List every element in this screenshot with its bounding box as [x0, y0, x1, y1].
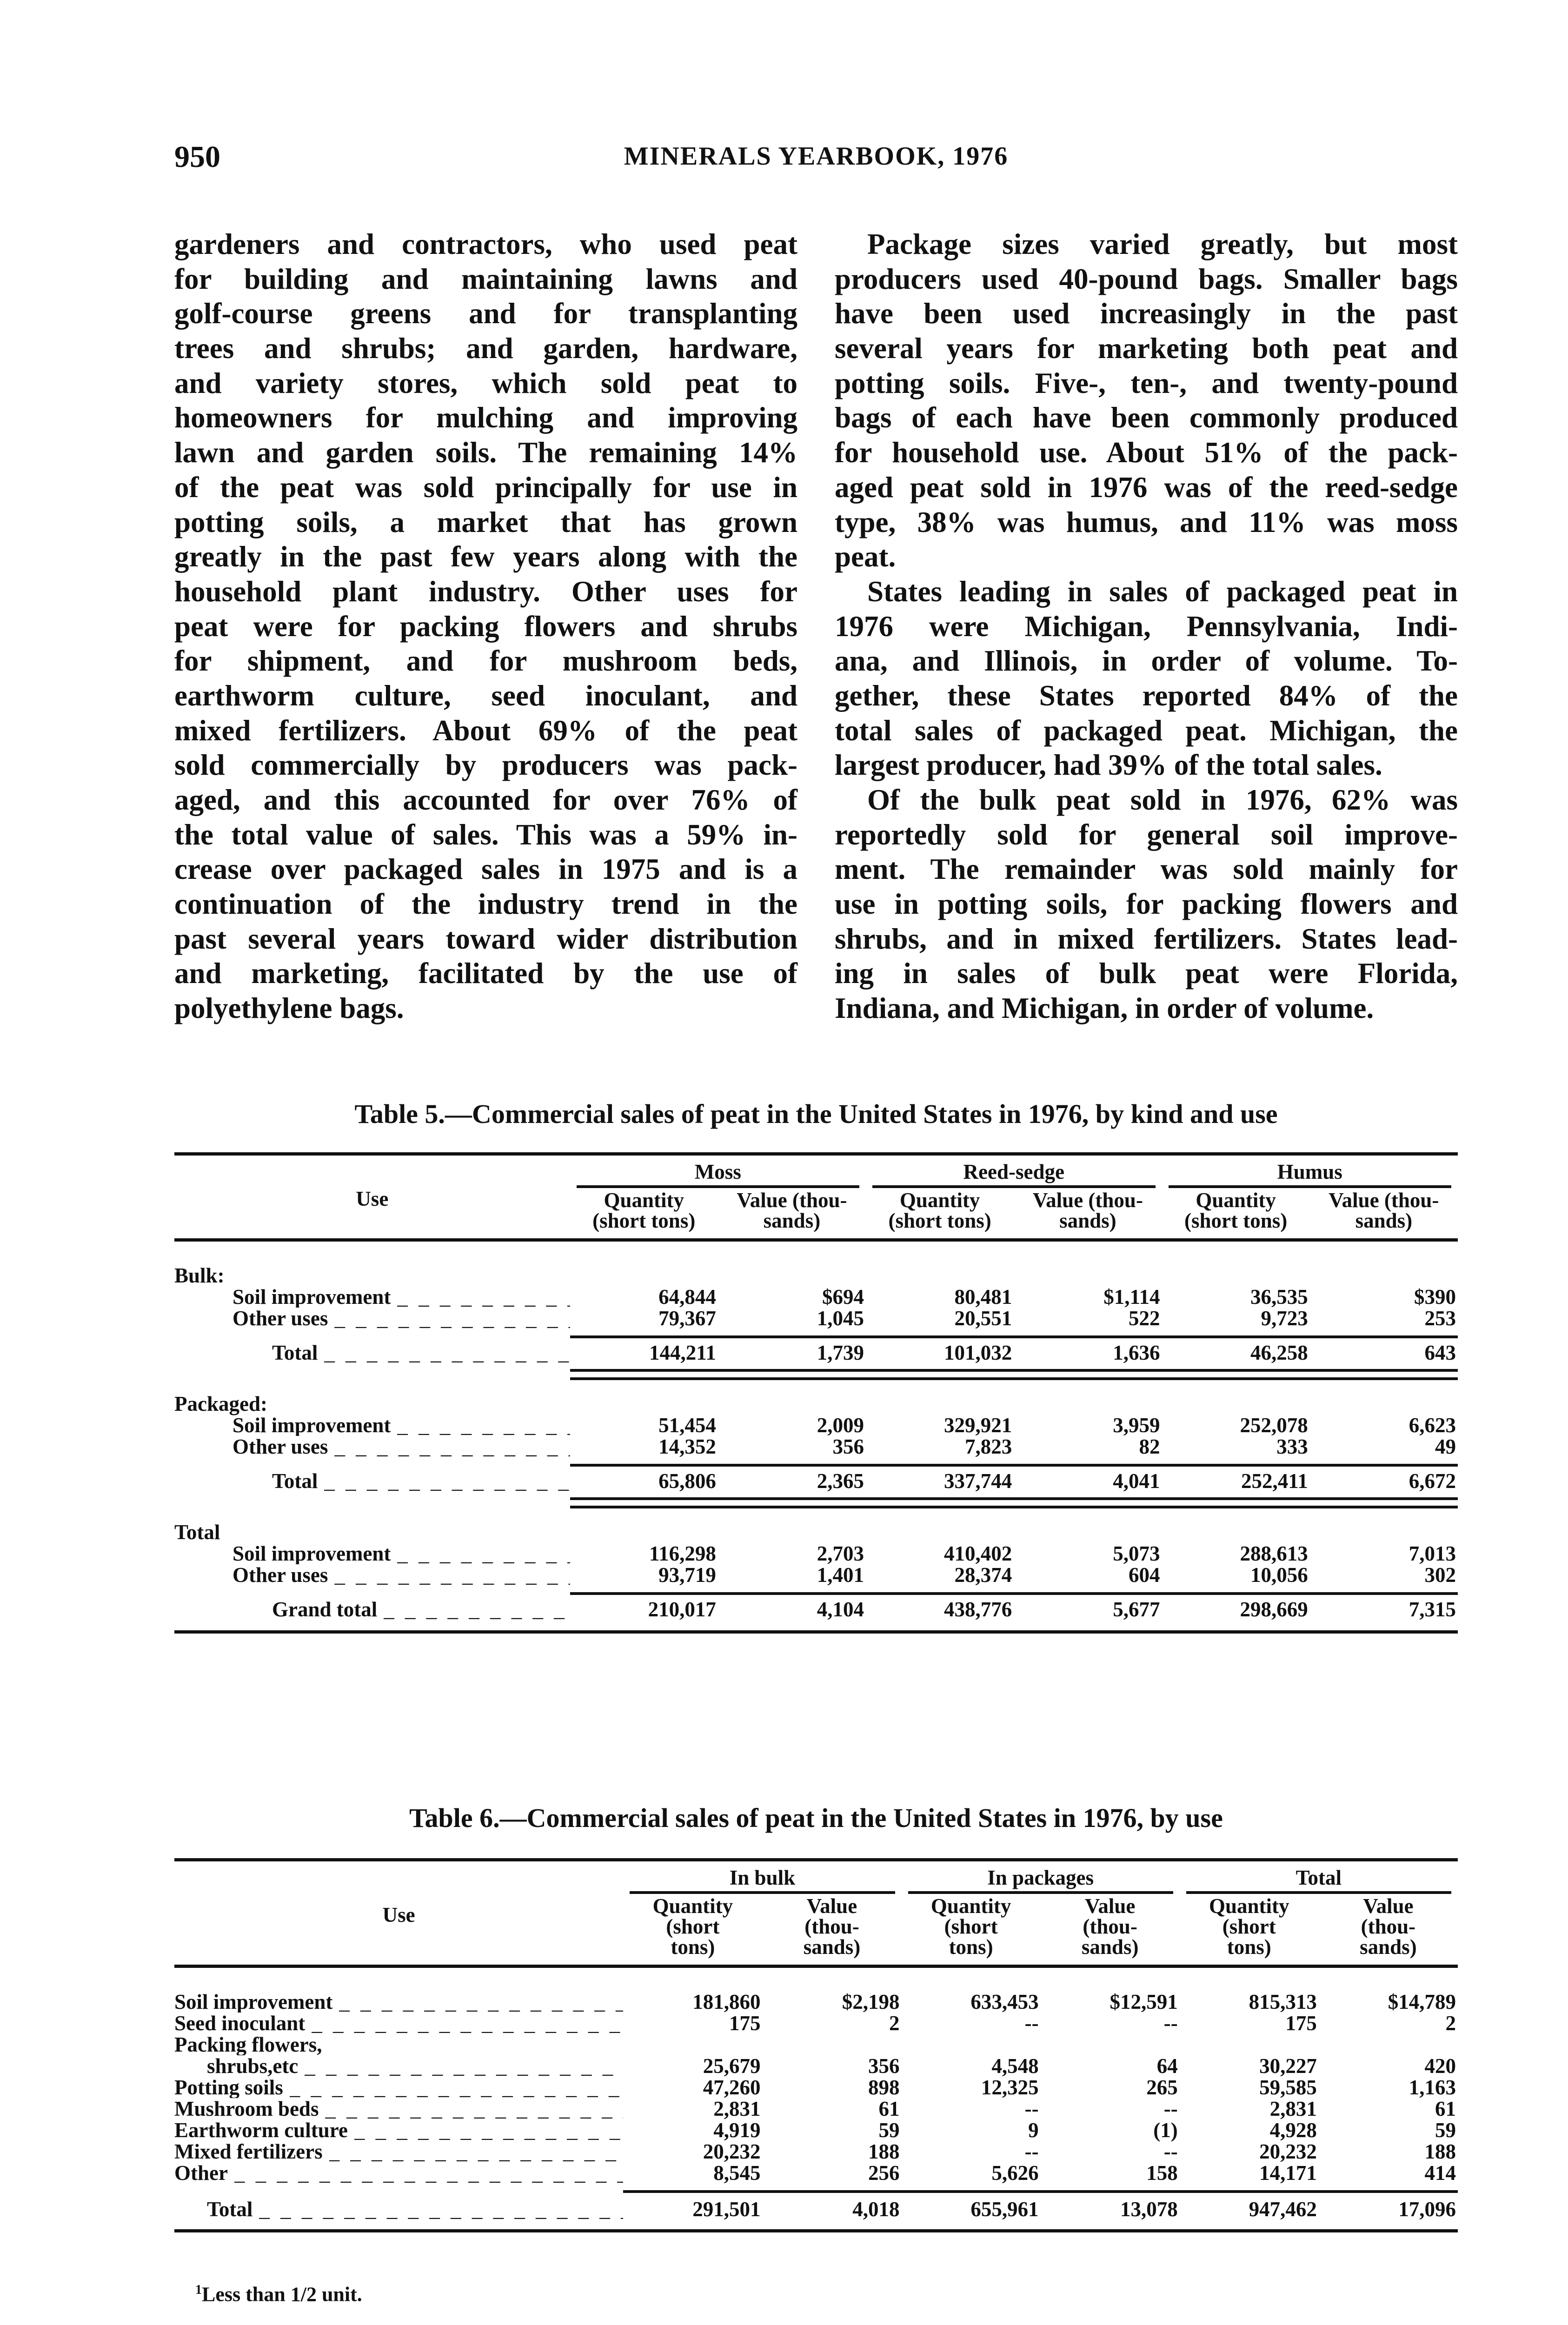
value-cell: 7,013 — [1409, 1542, 1456, 1565]
value-cell: 47,260 — [703, 2076, 761, 2099]
total-row — [174, 1342, 1458, 1363]
value-cell: 36,535 — [1250, 1285, 1308, 1309]
group-header-row — [174, 1154, 1458, 1190]
value-cell: 101,032 — [944, 1341, 1012, 1364]
value-cell: 7,315 — [1409, 1598, 1456, 1621]
group-header-row — [174, 1860, 1458, 1896]
value-cell: 79,367 — [658, 1307, 716, 1330]
value-cell: 1,739 — [817, 1341, 864, 1364]
value-cell: -- — [1163, 2097, 1178, 2120]
table-row — [174, 1564, 1458, 1586]
value-cell: 20,232 — [1259, 2140, 1317, 2163]
row-label-text: Seed inoculant — [174, 2013, 306, 2034]
value-cell: 4,041 — [1113, 1469, 1160, 1493]
value-cell: 30,227 — [1259, 2054, 1317, 2078]
text-line: greatly in the past few years along with the — [174, 540, 797, 573]
group-header-label: Reed-sedge — [872, 1161, 1155, 1188]
value-cell: 6,623 — [1409, 1414, 1456, 1437]
quantity-header: Quantity (short tons) — [1162, 1190, 1310, 1240]
value-cell: 20,551 — [954, 1307, 1012, 1330]
value-cell: 210,017 — [648, 1598, 716, 1621]
text-line: reportedly sold for general soil improve- — [835, 818, 1458, 851]
group-header-label: Moss — [577, 1161, 859, 1188]
value-cell: 61 — [878, 2097, 900, 2120]
value-cell: 4,104 — [817, 1598, 864, 1621]
quantity-header: Quantity (short tons) — [623, 1896, 762, 1966]
spacer-row — [174, 2184, 1458, 2192]
value-cell: 265 — [1146, 2076, 1178, 2099]
text-line: producers used 40-pound bags. Smaller bags — [835, 262, 1458, 295]
text-line: use in potting soils, for packing flowers and — [835, 888, 1458, 921]
row-label-text: Packing flowers, — [174, 2034, 322, 2055]
value-cell: 2,831 — [713, 2097, 761, 2120]
text-line: for household use. About 51% of the pack- — [835, 436, 1458, 469]
value-cell: 49 — [1435, 1435, 1456, 1458]
value-cell: 3,959 — [1113, 1414, 1160, 1437]
group-header-label: Humus — [1169, 1161, 1452, 1188]
value-cell: 1,636 — [1113, 1341, 1160, 1364]
table5 — [174, 1152, 1458, 1634]
section-label: Bulk: — [174, 1264, 225, 1287]
value-cell: 302 — [1424, 1563, 1456, 1587]
value-cell — [1180, 2034, 1319, 2055]
text-line: total sales of packaged peat. Michigan, the — [835, 714, 1458, 747]
footnote-marker: 1 — [195, 2283, 202, 2297]
text-line: trees and shrubs; and garden, hardware, — [174, 332, 797, 365]
spacer-row — [174, 1966, 1458, 1992]
rule-row — [174, 1499, 1458, 1507]
value-header: Value (thou- sands) — [762, 1896, 901, 1966]
row-label-text: Other uses — [233, 1436, 328, 1457]
quantity-header: Quantity (short tons) — [866, 1190, 1014, 1240]
row-label-text: Soil improvement — [233, 1286, 391, 1308]
row-label-text: Potting soils — [174, 2077, 283, 2098]
text-line: and variety stores, which sold peat to — [174, 366, 797, 399]
value-cell: -- — [1163, 2012, 1178, 2035]
dot-leader — [234, 2162, 623, 2184]
row-label-text: Other — [174, 2162, 228, 2184]
value-cell: 522 — [1129, 1307, 1160, 1330]
value-header: Value (thou- sands) — [1014, 1190, 1162, 1240]
value-cell: 2,009 — [817, 1414, 864, 1437]
row-label-text: Soil improvement — [174, 1991, 333, 2013]
dot-leader — [334, 1564, 570, 1586]
value-cell: 2,365 — [817, 1469, 864, 1493]
text-line: ana, and Illinois, in order of volume. To- — [835, 644, 1458, 678]
text-line: mixed fertilizers. About 69% of the peat — [174, 714, 797, 747]
value-cell: 14,171 — [1259, 2161, 1317, 2185]
value-cell: 414 — [1424, 2161, 1456, 2185]
value-cell: 175 — [729, 2012, 761, 2035]
value-cell: -- — [1024, 2097, 1039, 2120]
row-label-text: Soil improvement — [233, 1415, 391, 1436]
text-line: polyethylene bags. — [174, 992, 404, 1025]
text-line: lawn and garden soils. The remaining 14% — [174, 436, 797, 469]
row-label-text: Total — [207, 2199, 253, 2220]
row-label — [174, 1308, 570, 1329]
row-label — [174, 2199, 623, 2220]
left-text-column — [174, 227, 797, 1026]
value-cell: 329,921 — [944, 1414, 1012, 1437]
table-row — [174, 2013, 1458, 2034]
value-cell: 356 — [868, 2054, 900, 2078]
value-header: Value (thou- sands) — [718, 1190, 866, 1240]
value-cell: 420 — [1424, 2054, 1456, 2078]
value-cell: 65,806 — [658, 1469, 716, 1493]
value-cell: 144,211 — [649, 1341, 716, 1364]
spacer-row — [174, 1329, 1458, 1337]
value-cell: $694 — [822, 1285, 864, 1309]
text-line: sold commercially by producers was pack- — [174, 749, 797, 782]
value-cell: 59,585 — [1259, 2076, 1317, 2099]
dot-leader — [397, 1286, 570, 1308]
group-header — [866, 1154, 1162, 1190]
table6 — [174, 1858, 1458, 2232]
value-cell: 2 — [1445, 2012, 1456, 2035]
text-line: ment. The remainder was sold mainly for — [835, 853, 1458, 886]
text-line: for shipment, and for mushroom beds, — [174, 644, 797, 678]
value-cell: 188 — [1424, 2140, 1456, 2163]
value-cell: 9,723 — [1261, 1307, 1308, 1330]
value-cell: 181,860 — [692, 1990, 761, 2013]
bottom-rule-row — [174, 2220, 1458, 2231]
dot-leader — [329, 2141, 624, 2162]
value-cell: 5,677 — [1113, 1598, 1160, 1621]
text-line: household plant industry. Other uses for — [174, 575, 797, 608]
value-cell: 256 — [868, 2161, 900, 2185]
section-row — [174, 1393, 1458, 1415]
text-line: for building and maintaining lawns and — [174, 262, 797, 295]
value-cell: 17,096 — [1398, 2198, 1456, 2221]
footnote-text: Less than 1/2 unit. — [202, 2283, 362, 2306]
dot-leader — [324, 1342, 570, 1363]
total-row — [174, 1470, 1458, 1492]
value-cell: 252,411 — [1241, 1469, 1308, 1493]
text-line: peat. — [835, 540, 896, 573]
row-label-text: Other uses — [233, 1308, 328, 1329]
table-row — [174, 2055, 1458, 2077]
text-line: potting soils, a market that has grown — [174, 505, 797, 538]
table-row — [174, 2098, 1458, 2119]
row-label-text: Other uses — [233, 1564, 328, 1586]
value-cell: 5,626 — [991, 2161, 1039, 2185]
text-line: crease over packaged sales in 1975 and is a — [174, 853, 797, 886]
value-cell: 7,823 — [965, 1435, 1012, 1458]
group-header-label: In bulk — [630, 1867, 895, 1894]
table-row — [174, 1286, 1458, 1308]
group-header-label: Total — [1186, 1867, 1451, 1894]
text-line: earthworm culture, seed inoculant, and — [174, 679, 797, 712]
value-cell — [1041, 2034, 1180, 2055]
right-text-column — [835, 227, 1458, 1026]
value-cell: 9 — [1028, 2119, 1039, 2142]
table-row — [174, 2119, 1458, 2141]
row-label-text: Total — [272, 1342, 318, 1363]
spacer-row — [174, 1507, 1458, 1521]
value-cell: 188 — [868, 2140, 900, 2163]
row-label — [174, 2141, 623, 2162]
value-cell: 4,018 — [852, 2198, 900, 2221]
value-cell: 655,961 — [970, 2198, 1039, 2221]
dot-leader — [397, 1415, 570, 1436]
dot-leader — [290, 2077, 624, 2098]
dot-leader — [259, 2199, 623, 2220]
row-label-text: Grand total — [272, 1599, 378, 1620]
value-cell: 438,776 — [944, 1598, 1012, 1621]
spacer-row — [174, 1492, 1458, 1499]
spacer-row — [174, 1457, 1458, 1465]
table6-footnote — [195, 2278, 362, 2306]
group-header-label: In packages — [908, 1867, 1173, 1894]
table-row — [174, 1543, 1458, 1564]
quantity-header: Quantity (short tons) — [570, 1190, 718, 1240]
running-title: MINERALS YEARBOOK, 1976 — [624, 142, 1009, 171]
text-line: States leading in sales of packaged peat in — [867, 575, 1458, 608]
value-cell: 1,163 — [1409, 2076, 1456, 2099]
use-header: Use — [174, 1860, 623, 1966]
value-cell: 337,744 — [944, 1469, 1012, 1493]
table-row — [174, 2077, 1458, 2098]
value-cell — [902, 2034, 1041, 2055]
table-row — [174, 2162, 1458, 2184]
total-row — [174, 1599, 1458, 1620]
table-row — [174, 1991, 1458, 2013]
value-cell: -- — [1024, 2140, 1039, 2163]
value-cell: 175 — [1285, 2012, 1317, 2035]
table-row — [174, 1436, 1458, 1457]
value-cell: 116,298 — [649, 1542, 716, 1565]
value-cell: -- — [1163, 2140, 1178, 2163]
value-cell: 10,056 — [1250, 1563, 1308, 1587]
value-cell: 815,313 — [1249, 1990, 1317, 2013]
row-label — [174, 2162, 623, 2184]
value-cell: $1,114 — [1103, 1285, 1160, 1309]
row-label — [174, 1470, 570, 1492]
table6-title: Table 6.—Commercial sales of peat in the United States in 1976, by use — [409, 1803, 1223, 1833]
value-cell: 59 — [878, 2119, 900, 2142]
text-line: type, 38% was humus, and 11% was moss — [835, 505, 1458, 538]
dot-leader — [397, 1543, 570, 1564]
dot-leader — [305, 2055, 623, 2077]
dot-leader — [312, 2013, 623, 2034]
value-cell: 356 — [832, 1435, 864, 1458]
table-row — [174, 1308, 1458, 1329]
dot-leader — [354, 2119, 623, 2141]
value-cell: 643 — [1424, 1341, 1456, 1364]
text-line: homeowners for mulching and improving — [174, 401, 797, 434]
text-line: shrubs, and in mixed fertilizers. States lead- — [835, 922, 1458, 955]
section-label: Packaged: — [174, 1392, 267, 1415]
value-cell: -- — [1024, 2012, 1039, 2035]
text-line: aged, and this accounted for over 76% of — [174, 784, 797, 816]
table-row — [174, 2141, 1458, 2162]
group-header — [902, 1860, 1180, 1896]
text-line: the total value of sales. This was a 59% in- — [174, 818, 797, 851]
value-cell: 288,613 — [1240, 1542, 1308, 1565]
row-label — [174, 2098, 623, 2119]
value-cell: 947,462 — [1249, 2198, 1317, 2221]
row-label — [174, 1599, 570, 1620]
bottom-rule-row — [174, 1626, 1458, 1632]
value-cell: 333 — [1276, 1435, 1308, 1458]
value-cell — [762, 2034, 901, 2055]
text-line: past several years toward wider distribution — [174, 922, 797, 955]
row-label-text: Total — [272, 1470, 318, 1492]
value-cell: 64,844 — [658, 1285, 716, 1309]
value-cell: 252,078 — [1240, 1414, 1308, 1437]
value-cell — [623, 2034, 762, 2055]
group-header — [1180, 1860, 1458, 1896]
section-row — [174, 1265, 1458, 1286]
group-header — [623, 1860, 901, 1896]
text-line: golf-course greens and for transplanting — [174, 297, 797, 330]
row-label — [174, 2119, 623, 2141]
row-label — [174, 1564, 570, 1586]
value-cell: 2,703 — [817, 1542, 864, 1565]
page-header — [174, 140, 1458, 177]
row-label — [174, 1415, 570, 1436]
text-line: have been used increasingly in the past — [835, 297, 1458, 330]
dot-leader — [324, 1470, 570, 1492]
text-line: Of the bulk peat sold in 1976, 62% was — [867, 784, 1458, 816]
text-line: 1976 were Michigan, Pennsylvania, Indi- — [835, 610, 1458, 643]
total-row — [174, 2199, 1458, 2220]
section-row — [174, 1521, 1458, 1543]
spacer-row — [174, 1586, 1458, 1594]
value-cell: 20,232 — [703, 2140, 761, 2163]
quantity-header: Quantity (short tons) — [1180, 1896, 1319, 1966]
row-label — [174, 1543, 570, 1564]
value-cell: 61 — [1435, 2097, 1456, 2120]
row-label-text: shrubs,etc — [207, 2055, 299, 2077]
value-cell: 12,325 — [981, 2076, 1039, 2099]
text-line: gether, these States reported 84% of the — [835, 679, 1458, 712]
use-header: Use — [174, 1154, 570, 1240]
row-label — [174, 2055, 623, 2077]
value-cell: $12,591 — [1110, 1990, 1178, 2013]
dot-leader — [334, 1308, 570, 1329]
row-label — [174, 2013, 623, 2034]
value-cell: (1) — [1153, 2119, 1178, 2142]
row-label-text: Mushroom beds — [174, 2098, 319, 2119]
text-line: Package sizes varied greatly, but most — [867, 228, 1458, 260]
dot-leader — [334, 1436, 570, 1457]
value-cell: 2,831 — [1269, 2097, 1317, 2120]
group-header — [570, 1154, 866, 1190]
value-cell: 253 — [1424, 1307, 1456, 1330]
value-cell: 898 — [868, 2076, 900, 2099]
value-cell: 5,073 — [1113, 1542, 1160, 1565]
value-cell: 410,402 — [944, 1542, 1012, 1565]
value-cell: 6,672 — [1409, 1469, 1456, 1493]
spacer-row — [174, 1240, 1458, 1265]
value-cell: $14,789 — [1388, 1990, 1456, 2013]
value-header: Value (thou- sands) — [1319, 1896, 1458, 1966]
text-line: of the peat was sold principally for use in — [174, 471, 797, 504]
page-number: 950 — [174, 140, 220, 174]
text-line: aged peat sold in 1976 was of the reed-sedge — [835, 471, 1458, 504]
value-cell: 158 — [1146, 2161, 1178, 2185]
row-label — [174, 2077, 623, 2098]
table-row — [174, 2034, 1458, 2055]
dot-leader — [339, 1991, 623, 2013]
rule-row — [174, 1370, 1458, 1379]
row-label-text: Mixed fertilizers — [174, 2141, 323, 2162]
spacer-row — [174, 1379, 1458, 1393]
table5-title: Table 5.—Commercial sales of peat in the United States in 1976, by kind and use — [354, 1099, 1278, 1129]
text-line: gardeners and contractors, who used peat — [174, 228, 797, 260]
value-cell: 28,374 — [954, 1563, 1012, 1587]
value-cell: 633,453 — [970, 1990, 1039, 2013]
row-label — [174, 1991, 623, 2013]
text-line: several years for marketing both peat and — [835, 332, 1458, 365]
value-cell: 93,719 — [658, 1563, 716, 1587]
text-line: Indiana, and Michigan, in order of volume. — [835, 992, 1374, 1025]
row-label-text: Soil improvement — [233, 1543, 391, 1564]
value-cell: 14,352 — [658, 1435, 716, 1458]
value-cell: 604 — [1129, 1563, 1160, 1587]
value-cell: 1,045 — [817, 1307, 864, 1330]
spacer-row — [174, 1363, 1458, 1370]
value-cell: 25,679 — [703, 2054, 761, 2078]
text-line: and marketing, facilitated by the use of — [174, 957, 797, 990]
row-label — [174, 2034, 623, 2055]
row-label — [174, 1342, 570, 1363]
value-cell: 80,481 — [954, 1285, 1012, 1309]
value-cell: 1,401 — [817, 1563, 864, 1587]
value-cell: 82 — [1139, 1435, 1160, 1458]
value-cell: 298,669 — [1240, 1598, 1308, 1621]
value-cell: 64 — [1156, 2054, 1178, 2078]
row-label — [174, 1286, 570, 1308]
value-cell: 46,258 — [1250, 1341, 1308, 1364]
table-row — [174, 1415, 1458, 1436]
text-line: peat were for packing flowers and shrubs — [174, 610, 797, 643]
dot-leader — [325, 2098, 623, 2119]
text-line: potting soils. Five-, ten-, and twenty-pound — [835, 366, 1458, 399]
text-line: ing in sales of bulk peat were Florida, — [835, 957, 1458, 990]
value-header: Value (thou- sands) — [1041, 1896, 1180, 1966]
text-line: bags of each have been commonly produced — [835, 401, 1458, 434]
value-cell: 8,545 — [713, 2161, 761, 2185]
value-cell: 51,454 — [658, 1414, 716, 1437]
value-header: Value (thou- sands) — [1310, 1190, 1458, 1240]
row-label — [174, 1436, 570, 1457]
value-cell — [1319, 2034, 1458, 2055]
text-line: largest producer, had 39% of the total sales. — [835, 749, 1382, 782]
value-cell: 13,078 — [1120, 2198, 1178, 2221]
value-cell: 4,548 — [991, 2054, 1039, 2078]
dot-leader — [384, 1599, 570, 1620]
value-cell: 4,919 — [713, 2119, 761, 2142]
value-cell: 4,928 — [1269, 2119, 1317, 2142]
section-label: Total — [174, 1521, 220, 1544]
group-header — [1162, 1154, 1458, 1190]
quantity-header: Quantity (short tons) — [902, 1896, 1041, 1966]
value-cell: 2 — [889, 2012, 900, 2035]
value-cell: 291,501 — [692, 2198, 761, 2221]
value-cell: 59 — [1435, 2119, 1456, 2142]
value-cell: $390 — [1414, 1285, 1456, 1309]
text-line: continuation of the industry trend in the — [174, 888, 797, 921]
value-cell: $2,198 — [842, 1990, 900, 2013]
row-label-text: Earthworm culture — [174, 2119, 348, 2141]
